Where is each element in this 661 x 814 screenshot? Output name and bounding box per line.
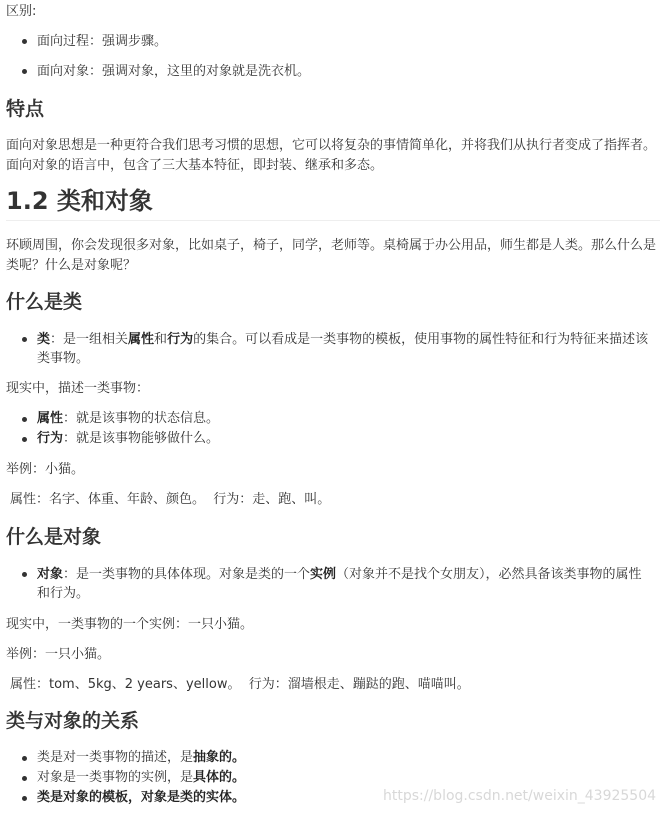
class-example: 举例：小猫。 bbox=[6, 462, 85, 477]
list-item: 面向对象：强调对象，这里的对象就是洗衣机。 bbox=[37, 64, 311, 79]
what-is-object-heading: 什么是对象 bbox=[6, 526, 102, 548]
instance-term: 实例 bbox=[310, 567, 337, 582]
heading-divider bbox=[6, 220, 660, 221]
text-span: （对象并不是找个女朋友），必然具备该类事物的属性 bbox=[336, 567, 642, 582]
object-definition-line2: 和行为。 bbox=[37, 586, 90, 601]
bullet-dot bbox=[22, 437, 27, 442]
bullet-dot bbox=[22, 572, 27, 577]
relation-heading: 类与对象的关系 bbox=[6, 710, 140, 732]
watermark-text: https://blog.csdn.net/weixin_43925504 bbox=[383, 788, 657, 804]
bullet-dot bbox=[22, 337, 27, 342]
list-item: 面向过程：强调步骤。 bbox=[37, 34, 168, 49]
concrete-term: 具体的。 bbox=[193, 770, 246, 785]
object-example-detail: 属性：tom、5kg、2 years、yellow。 行为：溜墙根走、蹦跶的跑、喵喵叫。 bbox=[10, 677, 470, 692]
text-span: ：是一组相关 bbox=[50, 332, 129, 347]
abstract-term: 抽象的。 bbox=[193, 750, 246, 765]
bullet-dot bbox=[22, 796, 27, 801]
text-span: ：就是该事物的状态信息。 bbox=[63, 411, 220, 426]
attribute-term: 属性 bbox=[128, 332, 155, 347]
class-definition-line2: 类事物。 bbox=[37, 351, 90, 366]
bullet-dot bbox=[22, 417, 27, 422]
text-span: 对象是一类事物的实例，是 bbox=[37, 770, 194, 785]
attribute-item bbox=[37, 409, 219, 429]
object-example: 举例：一只小猫。 bbox=[6, 647, 111, 662]
bullet-dot bbox=[22, 776, 27, 781]
attribute-term: 属性 bbox=[37, 411, 64, 426]
class-example-detail: 属性：名字、体重、年龄、颜色。 行为：走、跑、叫。 bbox=[10, 492, 331, 507]
object-term: 对象 bbox=[37, 567, 64, 582]
features-paragraph-line2: 面向对象的语言中，包含了三大基本特征，即封装、继承和多态。 bbox=[6, 158, 384, 173]
text-span: 类是对一类事物的描述，是 bbox=[37, 750, 194, 765]
object-reality-text: 现实中，一类事物的一个实例：一只小猫。 bbox=[6, 617, 254, 632]
text-span: ：就是该事物能够做什么。 bbox=[63, 431, 220, 446]
diff-label: 区别: bbox=[6, 4, 37, 19]
behavior-term: 行为 bbox=[37, 431, 64, 446]
features-paragraph-line1: 面向对象思想是一种更符合我们思考习惯的思想，它可以将复杂的事情简单化，并将我们从执行者变成了指挥者。 bbox=[6, 138, 657, 153]
bullet-dot bbox=[22, 756, 27, 761]
text-span: 和 bbox=[154, 332, 168, 347]
bullet-dot bbox=[22, 69, 27, 74]
text-span: ：是一类事物的具体体现。对象是类的一个 bbox=[63, 567, 311, 582]
object-definition-line1 bbox=[37, 565, 642, 585]
relation-item bbox=[37, 748, 245, 768]
class-definition-line1 bbox=[37, 330, 648, 350]
text-span: 的集合。可以看成是一类事物的模板，使用事物的属性特征和行为特征来描述该 bbox=[193, 332, 649, 347]
class-term: 类 bbox=[37, 332, 51, 347]
template-statement: 类是对象的模板，对象是类的实体。 bbox=[37, 790, 246, 805]
features-heading: 特点 bbox=[6, 98, 45, 120]
intro-paragraph-line2: 类呢？什么是对象呢？ bbox=[6, 258, 137, 273]
behavior-item bbox=[37, 429, 219, 449]
behavior-term: 行为 bbox=[167, 332, 194, 347]
class-reality-text: 现实中，描述一类事物： bbox=[6, 381, 150, 396]
what-is-class-heading: 什么是类 bbox=[6, 291, 83, 313]
section-heading: 1.2 类和对象 bbox=[6, 187, 153, 215]
bullet-dot bbox=[22, 39, 27, 44]
relation-item bbox=[37, 768, 245, 788]
relation-item bbox=[37, 788, 245, 808]
intro-paragraph-line1: 环顾周围，你会发现很多对象，比如桌子，椅子，同学，老师等。桌椅属于办公用品，师生都是人类。那么什么是 bbox=[6, 238, 657, 253]
